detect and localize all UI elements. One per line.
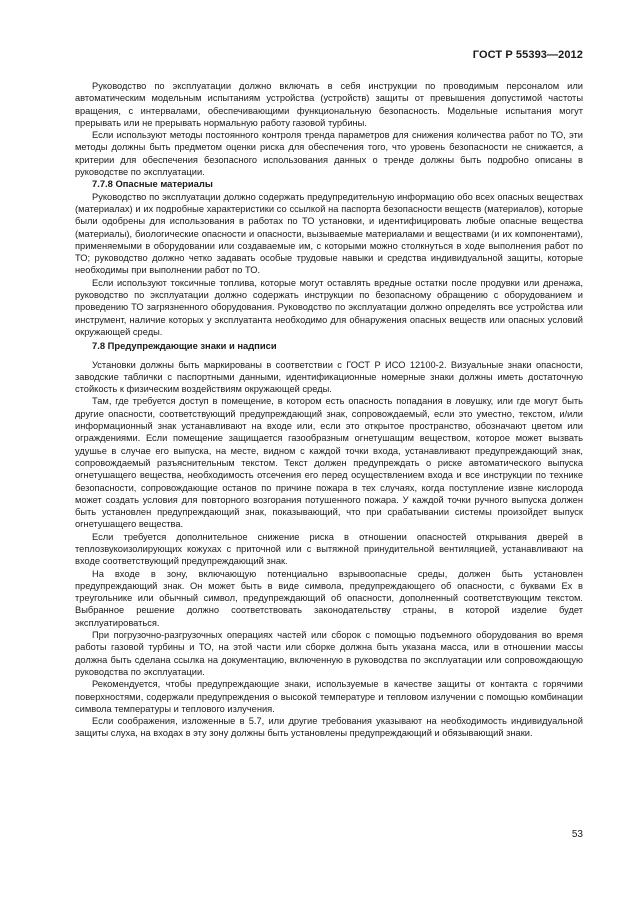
page-number: 53 <box>571 829 583 840</box>
paragraph: Если требуется дополнительное снижение риска в отношении опасностей открывания дверей в теплозвукоизолирующих кожухах с приточной или с вытяжной принудительной вентиляцией, устанавливают на входе соответствующий предупреждающий знак. <box>75 531 583 567</box>
paragraph: Установки должны быть маркированы в соответствии с ГОСТ Р ИСО 12100-2. Визуальные знаки опасности, заводские таблички с паспортными данными, идентификационные номерные знаки должны иметь достаточную стойкость к физическим воздействиям окружающей среды. <box>75 359 583 395</box>
section-heading: 7.8 Предупреждающие знаки и надписи <box>92 340 277 352</box>
paragraph: Если используют методы постоянного контроля тренда параметров для снижения количества работ по ТО, эти методы должны быть предметом оценки риска для обеспечения того, что уровень безопасности не снижается, а критерии для обеспечения безопасного использования данных о тренде должны быть подробно описаны в руководстве по эксплуатации. <box>75 130 583 178</box>
paragraph: Руководство по эксплуатации должно содержать предупредительную информацию обо всех опасных веществах (материалах) и их подробные характеристики со ссылкой на паспорта безопасности веществ (материалов), которые были одобрены для использования в работах по ТО установки, и идентифицировать любые опасные вещества (материалы), биологические опасности и опасности, вызываемые материалами и веществами (и их компонентами), применяемыми в оборудовании или создаваемые им, с которыми можно столкнуться в ходе выполнения работ по ТО; руководство должно четко задавать особые трудовые навыки и средства индивидуальной защиты, которые необходимы при выполнении работ по ТО. <box>75 191 583 276</box>
paragraph: На входе в зону, включающую потенциально взрывоопасные среды, должен быть установлен предупреждающий знак. Он может быть в виде символа, предупреждающего об опасности, с буквами Ex в треугольнике или обычный символ, предупреждающий об опасности, дополненный соответствующим текстом. Выбранное решение должно соответствовать законодательству страны, в которой изделие будет эксплуатироваться. <box>75 568 583 628</box>
paragraph: Рекомендуется, чтобы предупреждающие знаки, используемые в качестве защиты от контакта с горячими поверхностями, содержали предупреждения о высокой температуре и тепловом излучении с помощью комбинации символа температуры и теплового излучения. <box>75 679 583 714</box>
paragraph: При погрузочно-разгрузочных операциях частей или сборок с помощью подъемного оборудования во время работы газовой турбины и ТО, на этой части или сборке должна быть указана масса, или в отношении массы должна быть сделана ссылка на документацию, включенную в руководства по эксплуатации или сопровождающую руководства по эксплуатации. <box>75 630 583 677</box>
paragraph: Если используют токсичные топлива, которые могут оставлять вредные остатки после продувки или дренажа, руководство по эксплуатации должно содержать инструкции по безопасному обращению с оборудованием и проведению ТО загрязненного оборудования. Руководство по эксплуатации должно определять все устройства или инструмент, наличие которых у эксплуатанта необходимо для обнаружения опасных веществ или опасных условий окружающей среды. <box>75 277 583 337</box>
section-heading: 7.7.8 Опасные материалы <box>92 178 213 190</box>
paragraph: Руководство по эксплуатации должно включать в себя инструкции по проводимым персоналом или автоматическим модельным испытаниям устройства (устройств) защиты от превышения допустимой частоты вращения, с интервалами, обеспечивающими функциональную безопасность. Модельные испытания могут прерывать или не прерывать нормальную работу газовой турбины. <box>75 81 583 128</box>
paragraph: Если соображения, изложенные в 5.7, или другие требования указывают на необходимость индивидуальной защиты слуха, на входах в эту зону должны быть установлены предупреждающий и обязывающий знаки. <box>75 716 583 739</box>
standard-designation: ГОСТ Р 55393—2012 <box>472 49 583 61</box>
paragraph: Там, где требуется доступ в помещение, в котором есть опасность попадания в ловушку, или где могут быть другие опасности, соответствующий предупреждающий знак, сопровождаемый, если это уместно, текстом, и/или информационный знак устанавливают на входе или, если это открытое пространство, обозначают цветом или ограждениями. Если помещение защищается газообразным огнетушащим веществом, которое может вызвать удушье в случае его выпуска, на месте, видном с каждой точки входа, устанавливают предупреждающий знак, сопровождаемый разъяснительным текстом. Текст должен предупреждать о риске автоматического выпуска огнетушащего вещества, необходимость отсечения его перед осуществлением входа и все инструкции по технике безопасности, сопровождающие останов по причине пожара в тех случаях, когда поступление извне кислорода может создать условия для повторного возгорания потушенного пожара. У каждой точки ручного выпуска должен быть установлен предупреждающий знак, показывающий, что при срабатывании системы произойдет выпуск огнетушащего вещества. <box>75 396 583 530</box>
document-body <box>75 80 583 740</box>
